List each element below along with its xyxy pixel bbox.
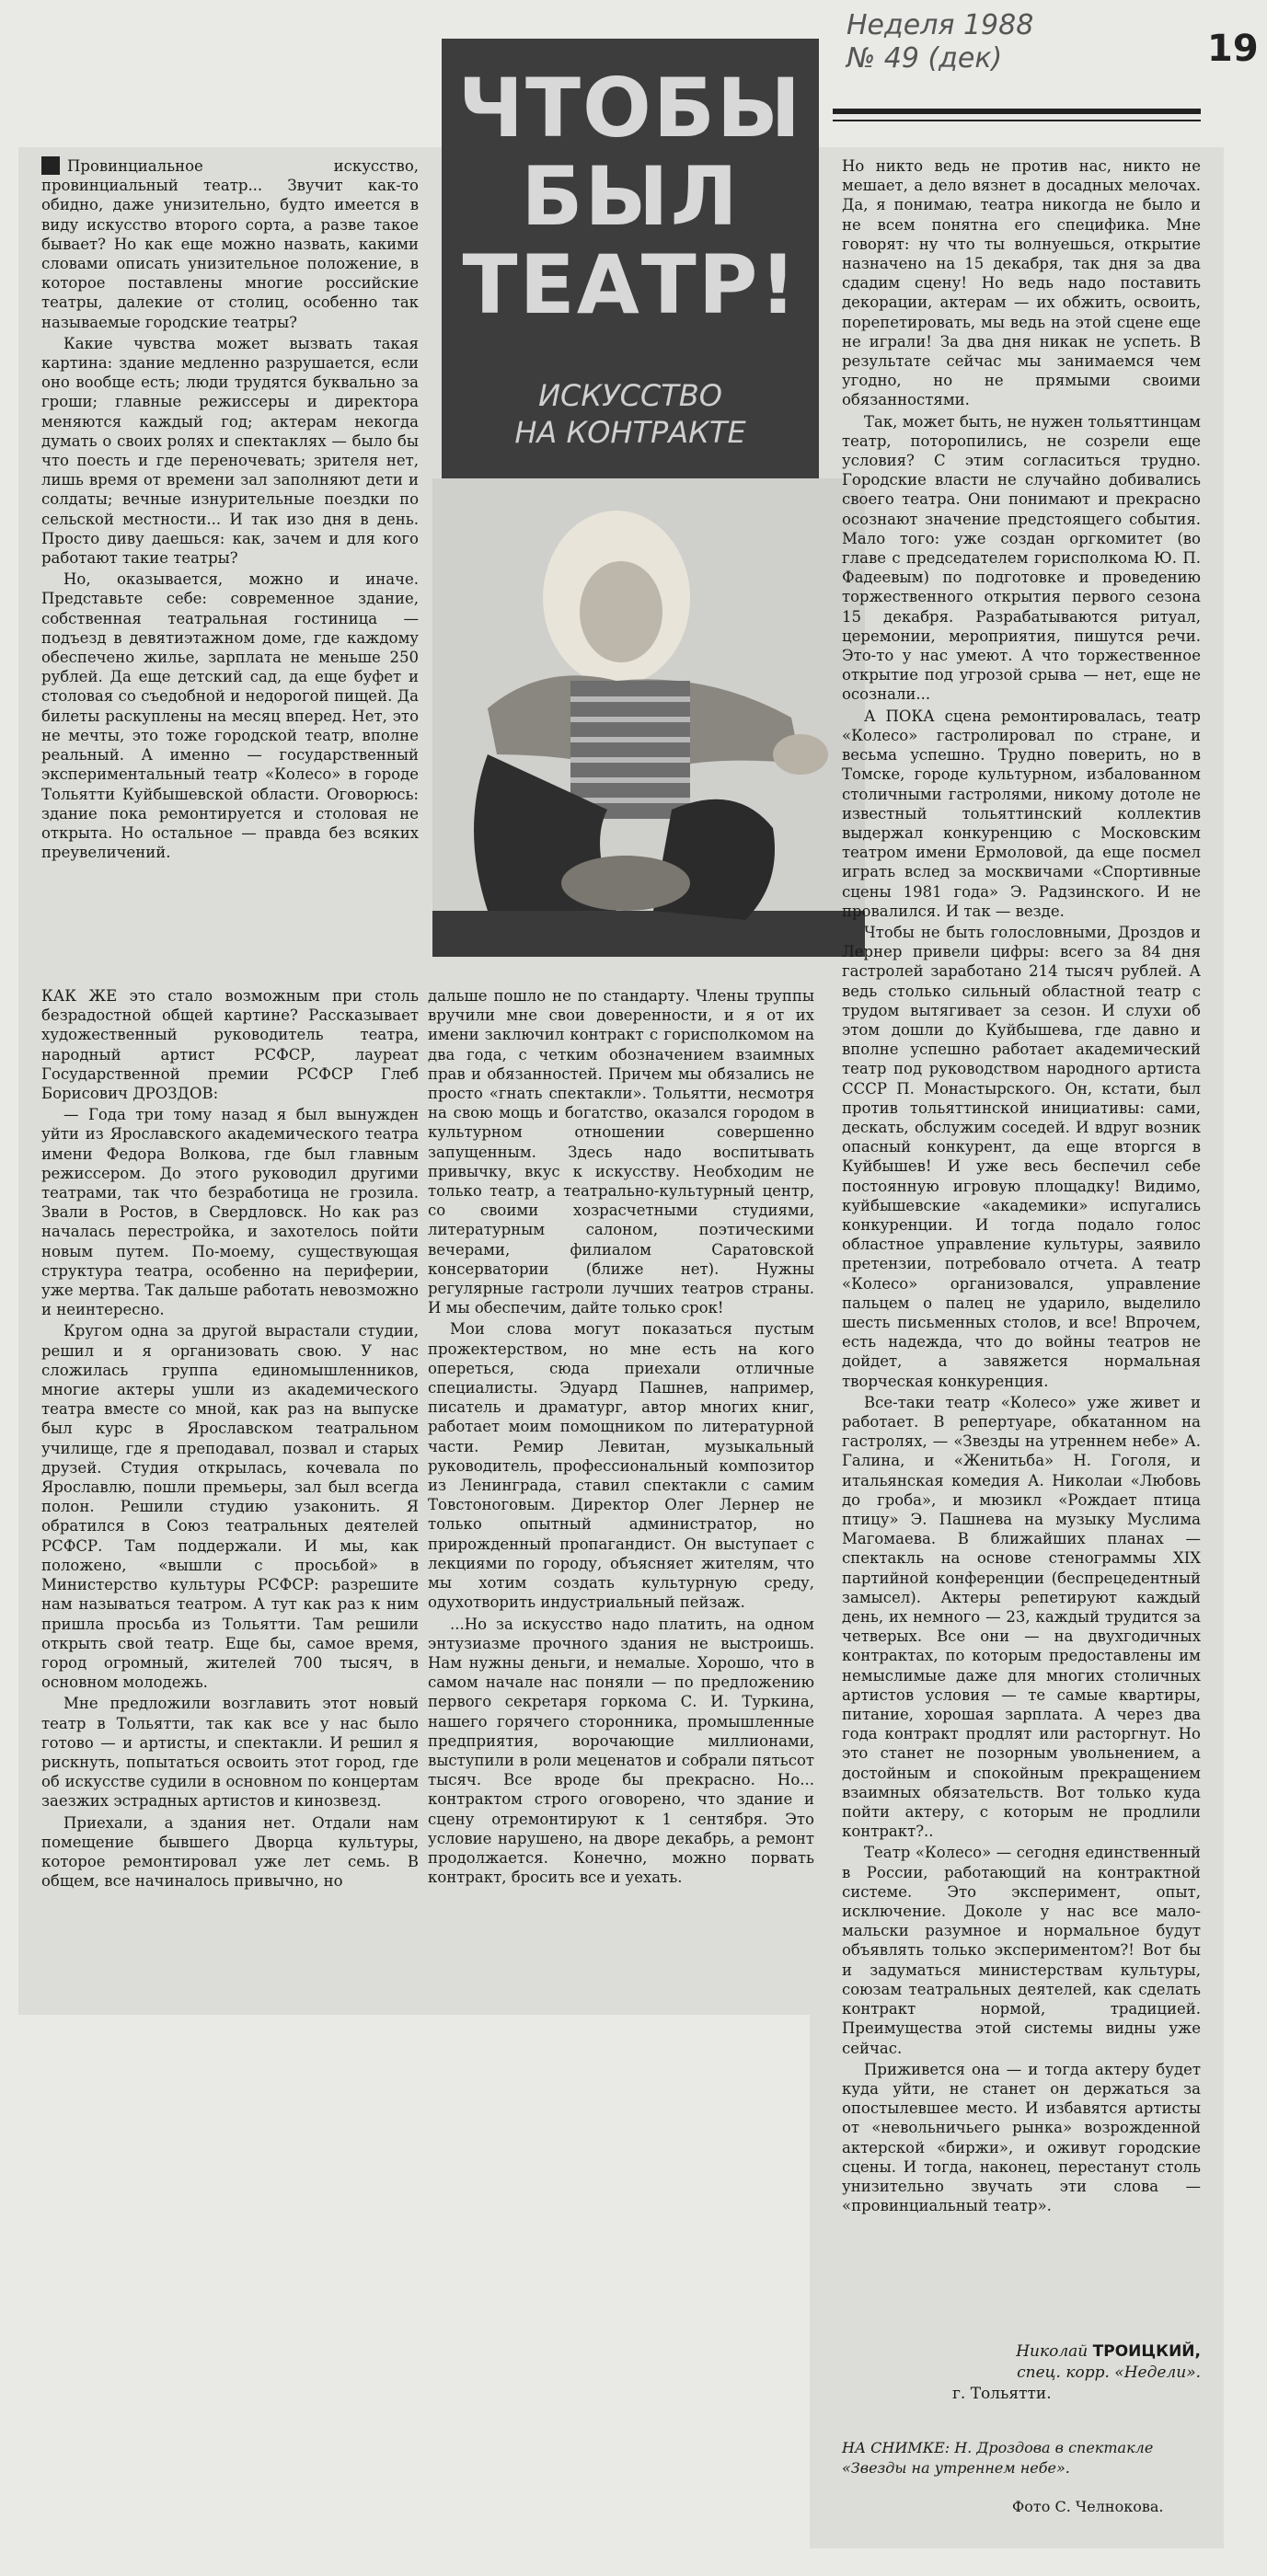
actress-photo [432, 478, 865, 957]
article-column-1 [41, 986, 419, 1892]
header-rule-thin [833, 120, 1201, 121]
photo-credit: Фото С. Челнокова. [1012, 2498, 1164, 2515]
intro-paragraph: Но, оказывается, можно и иначе. Представьте себе: современное здание, собственная театральная гостиница — подъезд в девятиэтажном доме, где каждому обеспечено жилье, зарплата не меньше 250 рублей. Да еще детский сад, да еще буфет и столовая со съедобной и недорогой пищей. Да билеты раскуплены на месяц вперед. Нет, это не мечты, это тоже городской театр, вполне реальный. А именно — государственный экспериментальный театр «Колесо» в городе Тольятти Куйбышевской области. Оговорюсь: здание пока ремонтируется и столовая не открыта. Но остальное — правда без всяких преувеличений. [41, 570, 419, 862]
article-paragraph: Приехали, а здания нет. Отдали нам помещение бывшего Дворца культуры, которое ремонтировал уже лет семь. В общем, все начиналось привычно, но [41, 1813, 419, 1891]
rubric: ИСКУССТВО НА КОНТРАКТЕ [514, 378, 746, 450]
article-column-3 [842, 156, 1201, 2217]
article-paragraph: Мои слова могут показаться пустым прожектерством, но мне есть на кого опереться, сюда приехали отличные специалисты. Эдуард Пашнев, например, писатель и драматург, автор многих книг, работает моим помощником по литературной части. Ремир Левитан, музыкальный руководитель, профессиональный композитор из Ленинграда, ставил спектакли с самим Товстоноговым. Директор Олег Лернер не только опытный администратор, но прирожденный пропагандист. Он выступает с лекциями по городу, объясняет жителям, что мы хотим создать культурную среду, одухотворить индустриальный пейзаж. [428, 1320, 814, 1612]
article-paragraph: КАК ЖЕ это стало возможным при столь безрадостной общей картине? Рассказывает художественный руководитель театра, народный артист РСФСР, лауреат Государственной премии РСФСР Глеб Борисович ДРОЗДОВ: [41, 987, 419, 1103]
intro-column [41, 156, 419, 864]
author-last-name: ТРОИЦКИЙ, [1092, 2342, 1201, 2361]
photo-caption: НА СНИМКЕ: Н. Дроздова в спектакле «Звезды на утреннем небе». [842, 2439, 1154, 2477]
author-signature [842, 2341, 1201, 2405]
article-paragraph: А ПОКА сцена ремонтировалась, театр «Колесо» гастролировал по стране, и весьма успешно. Трудно поверить, но в Томске, городе культурном, избалованном столичными гастролями, никому дотоле не известный тольяттинский коллектив выдержал конкуренцию с Московским театром имени Ермоловой, да еще посмел играть вслед за москвичами «Спортивные сцены 1981 года» Э. Радзинского. И не провалился. И так — везде. [842, 707, 1201, 920]
article-paragraph: ...Но за искусство надо платить, на одном энтузиазме прочного здания не выстроишь. Нам нужны деньги, и немалые. Хорошо, что в самом начале нас поняли — по предложению первого секретаря горкома С. И. Туркина, нашего горячего сторонника, промышленные предприятия, ворочающие миллионами, выступили в роли меценатов и собрали пятьсот тысяч. Все вроде бы прекрасно. Но... контрактом строго оговорено, что здание и сцену отремонтируют к 1 сентября. Это условие нарушено, на дворе декабрь, а ремонт продолжается. Конечно, можно порвать контракт, бросить все и уехать. [428, 1615, 814, 1887]
author-city: г. Тольятти. [952, 2385, 1052, 2403]
intro-paragraph: Провинциальное искусство, провинциальный театр... Звучит как-то обидно, даже унизительно, будто имеется в виду искусство второго сорта, а разве такое бывает? Но как еще можно назвать, какими словами описать унизительное положение, в которое поставлены многие российские театры, далекие от столиц, особенно так называемые городские театры? [41, 157, 419, 331]
article-paragraph: Но никто ведь не против нас, никто не мешает, а дело вязнет в досадных мелочах. Да, я понимаю, театра никогда не было и не всем понятна его специфика. Мне говорят: ну что ты волнуешься, открытие назначено на 15 декабря, так дня за два сдадим сцену! Но ведь надо поставить декорации, актерам — их обжить, освоить, порепетировать, мы ведь на этой сцене еще не играли! За два дня никак не успеть. В результате сейчас мы занимаемся чем угодно, но не прямыми своими обязанностями. [842, 157, 1201, 409]
article-paragraph: Кругом одна за другой вырастали студии, решил и я организовать свою. У нас сложилась группа единомышленников, многие актеры ушли из академического театра вместе со мной, как раз на выпуске был курс в Ярославском театральном училище, где я преподавал, позвал и старых друзей. Студия открылась, кочевала по Ярославлю, пошли премьеры, зал был всегда полон. Решили студию узаконить. Я обратился в Союз театральных деятелей РСФСР. Там поддержали. И мы, как положено, «вышли с просьбой» в Министерство культуры РСФСР: разрешите нам называться театром. А тут как раз к ним пришла просьба из Тольятти. Там решили открыть свой театр. Еще бы, самое время, город огромный, жителей 700 тысяч, в основном молодежь. [41, 1322, 419, 1692]
article-paragraph: Все-таки театр «Колесо» уже живет и работает. В репертуаре, обкатанном на гастролях, — «Звезды на утреннем небе» А. Галина, и «Женитьба» Н. Гоголя, и итальянская комедия А. Николаи «Любовь до гроба», и мюзикл «Рождает птица птицу» Э. Пашнева на музыку Муслима Магомаева. В ближайших планах — спектакль на основе стенограммы XIX партийной конференции (беспрецедентный замысел). Актеры репетируют каждый день, их немного — 23, каждый трудится за четверых. Все они — на двухгодичных контрактах, по которым предоставлены им немыслимые даже для многих столичных артистов условия — те самые квартиры, питание, хорошая зарплата. А через два года контракт продлят или расторгнут. Но это станет не позорным увольнением, а достойным и спокойным прекращением взаимных обязательств. Вот только куда пойти актеру, с которым не продлили контракт?.. [842, 1393, 1201, 1841]
article-paragraph: Мне предложили возглавить этот новый театр в Тольятти, так как все у нас было готово — и артисты, и спектакли. И решил я рискнуть, попытаться освоить этот город, где об искусстве судили в основном по концертам заезжих эстрадных артистов и кинозвезд. [41, 1695, 419, 1811]
article-marker-icon [41, 156, 60, 175]
intro-paragraph: Какие чувства может вызвать такая картина: здание медленно разрушается, если оно вообще есть; люди трудятся буквально за гроши; главные режиссеры и директора меняются каждый год; актерам некогда думать о своих ролях и спектаклях — было бы что поесть и где переночевать; зрителя нет, лишь время от времени зал заполняют дети и солдаты; вечные изнурительные поездки по сельской местности... И так изо дня в день. Просто диву даешься: как, зачем и для кого работают такие театры? [41, 334, 419, 568]
article-paragraph: Приживется она — и тогда актеру будет куда уйти, не станет он держаться за опостылевшее место. И избавятся артисты от «невольничьего рынка» возрожденной актерской «биржи», и оживут городские сцены. И тогда, наконец, перестанут столь унизительно звучать эти слова — «провинциальный театр». [842, 2060, 1201, 2215]
header-rule [833, 109, 1201, 114]
headline: ЧТОБЫ БЫЛ ТЕАТР! [457, 61, 803, 332]
article-paragraph: Чтобы не быть голословными, Дроздов и Лернер привели цифры: всего за 84 дня гастролей заработано 214 тысяч рублей. А ведь столько сильный областной театр с трудом вытягивает за сезон. И слухи об этом дошли до Куйбышева, где давно и вполне успешно работает академический театр под руководством народного артиста СССР П. Монастырского. Он, кстати, был против тольяттинской инициативы: сами, дескать, обслужим соседей. И вдруг возник опасный конкурент, да еще вторгся в Куйбышев! И уже весь беспечил себе постоянную игровую площадку! Видимо, куйбышевские «академики» испугались конкуренции. И тогда подало голос областное управление культуры, заявило претензии, потребовало отчета. А театр «Колесо» организовался, управление пальцем о палец не ударило, выделило шесть письменных столов, и все! Впрочем, есть надежда, что до войны театров не дойдет, а завяжется нормальная творческая конкуренция. [842, 923, 1201, 1390]
author-role: спец. корр. «Недели». [1017, 2363, 1201, 2382]
article-column-2 [428, 986, 814, 1889]
page-number: 19 [1207, 28, 1259, 70]
handwritten-note: Неделя 1988 № 49 (дек) [847, 9, 1034, 75]
article-paragraph: дальше пошло не по стандарту. Члены труппы вручили мне свои доверенности, и я от их имени заключил контракт с горисполкомом на два года, с четким обозначением взаимных прав и обязанностей. Причем мы обязались не просто «гнать спектакли». Тольятти, несмотря на свою мощь и богатство, оказался городом в культурном отношении совершенно запущенным. Здесь надо воспитывать привычку, вкус к искусству. Необходим не только театр, а театрально-культурный центр, со своими хозрасчетными студиями, литературным салоном, поэтическими вечерами, филиалом Саратовской консерватории (ближе нет). Нужны регулярные гастроли лучших театров страны. И мы обеспечим, дайте только срок! [428, 987, 814, 1317]
article-paragraph: — Года три тому назад я был вынужден уйти из Ярославского академического театра имени Федора Волкова, где был главным режиссером. До этого руководил другими театрами, так что безработица не грозила. Звали в Ростов, в Свердловск. Но как раз началась перестройка, и захотелось пойти новым путем. По-моему, существующая структура театра, особенно на периферии, уже мертва. Так дальше работать невозможно и неинтересно. [41, 1106, 419, 1319]
article-paragraph: Театр «Колесо» — сегодня единственный в России, работающий на контрактной системе. Это эксперимент, опыт, исключение. Доколе у нас все мало-мальски разумное и нормальное будут объявлять только экспериментом?! Вот бы и задуматься министерствам культуры, союзам театральных деятелей, как сделать контракт нормой, традицией. Преимущества этой системы видны уже сейчас. [842, 1844, 1201, 2057]
article-paragraph: Так, может быть, не нужен тольяттинцам театр, поторопились, не созрели еще условия? С этим согласиться трудно. Городские власти не случайно добивались своего театра. Они понимают и прекрасно осознают значение предстоящего события. Мало того: уже создан оргкомитет (во главе с председателем горисполкома Ю. П. Фадеевым) по подготовке и проведению торжественного открытия первого сезона 15 декабря. Разрабатываются ритуал, церемонии, мероприятия, пишутся речи. Это-то у нас умеют. А что торжественное открытие под угрозой срыва — нет, еще не осознали... [842, 412, 1201, 704]
author-first-name: Николай [1016, 2342, 1088, 2361]
